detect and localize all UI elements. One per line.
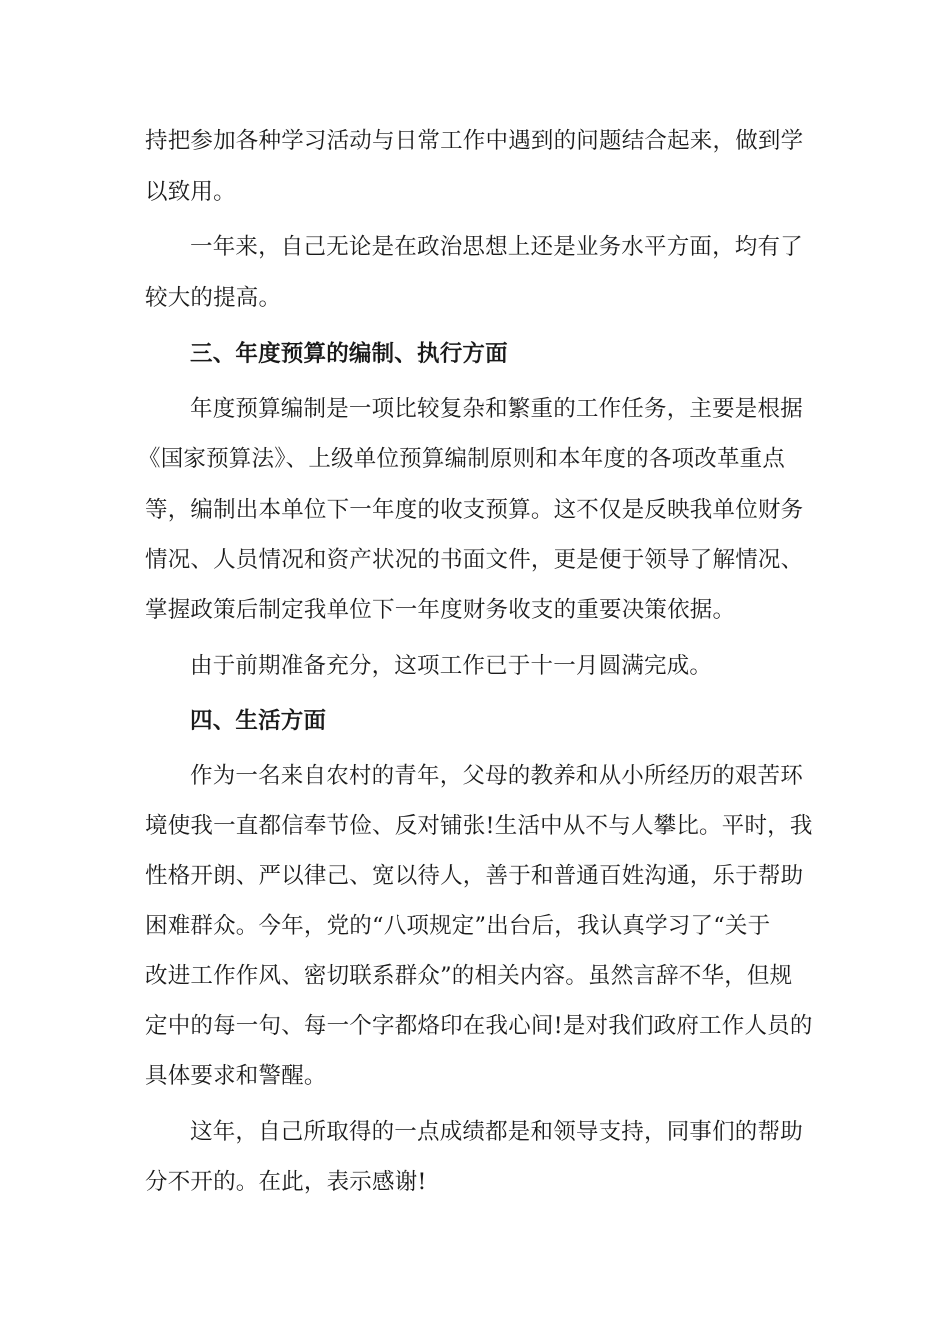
paragraph-line: 较大的提高。 — [145, 285, 282, 311]
paragraph-line: 作为一名来自农村的青年，父母的教养和从小所经历的艰苦环 — [190, 763, 803, 789]
paragraph-line: 性格开朗、严以律己、宽以待人，善于和普通百姓沟通，乐于帮助 — [145, 863, 804, 889]
paragraph-line: 掌握政策后制定我单位下一年度财务收支的重要决策依据。 — [145, 597, 736, 623]
paragraph-line: 情况、人员情况和资产状况的书面文件，更是便于领导了解情况、 — [145, 547, 804, 573]
paragraph-line: 由于前期准备充分，这项工作已于十一月圆满完成。 — [190, 653, 713, 679]
paragraph-line: 改进工作作风、密切联系群众”的相关内容。虽然言辞不华，但规 — [145, 963, 793, 989]
paragraph-line: 年度预算编制是一项比较复杂和繁重的工作任务，主要是根据 — [190, 396, 803, 422]
paragraph-line: 等，编制出本单位下一年度的收支预算。这不仅是反映我单位财务 — [145, 497, 804, 523]
paragraph-line: 具体要求和警醒。 — [145, 1063, 327, 1089]
paragraph-line: 困难群众。今年，党的“八项规定”出台后，我认真学习了“关于 — [145, 913, 771, 939]
paragraph-line: 持把参加各种学习活动与日常工作中遇到的问题结合起来，做到学 — [145, 128, 804, 154]
paragraph-line: 一年来，自己无论是在政治思想上还是业务水平方面，均有了 — [190, 234, 803, 260]
paragraph-line: 《国家预算法》、上级单位预算编制原则和本年度的各项改革重点 — [138, 446, 786, 472]
section-heading-budget: 三、年度预算的编制、执行方面 — [190, 341, 508, 367]
paragraph-line: 以致用。 — [145, 179, 236, 205]
paragraph-line: 定中的每一句、每一个字都烙印在我心间!是对我们政府工作人员的 — [145, 1013, 813, 1039]
section-heading-life: 四、生活方面 — [190, 708, 327, 734]
paragraph-line: 这年，自己所取得的一点成绩都是和领导支持，同事们的帮助 — [190, 1119, 803, 1145]
paragraph-line: 境使我一直都信奉节俭、反对铺张!生活中从不与人攀比。平时，我 — [145, 813, 813, 839]
paragraph-line: 分不开的。在此，表示感谢! — [145, 1169, 427, 1195]
